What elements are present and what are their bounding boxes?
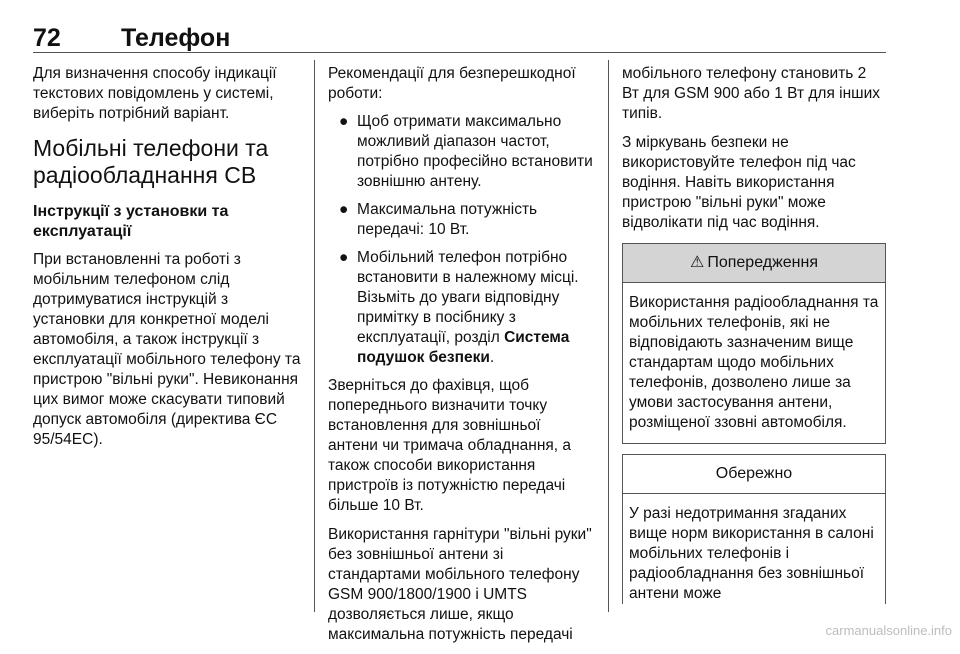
bullet-icon: ● <box>339 249 349 266</box>
list-item-text: Мобільний телефон потрібно встановити в належному місці. Візьміть до уваги відповідну примітку в посібнику з експлуатації, розділ <box>357 249 579 346</box>
caution-box <box>622 454 886 604</box>
list-item <box>328 112 594 192</box>
column-2 <box>328 64 594 654</box>
list-item-text: Щоб отримати максимально можливий діапазон частот, потрібно професійно встановити зовнішню антену. <box>357 113 593 190</box>
watermark: carmanualsonline.info <box>825 623 952 638</box>
subsection-heading: Інструкції з установки та експлуатації <box>33 203 229 240</box>
body-paragraph: При встановленні та роботі з мобільним телефоном слід дотримуватися інструкцій з установки для конкретної моделі автомобіля, а також інструкції з експлуатації мобільного телефону та пристрою "вільні руки". Невиконання цих вимог може скасувати типовий допуск автомобіля (директива ЄС 95/54ЕС). <box>33 251 301 448</box>
warning-triangle-icon: ⚠ <box>689 254 705 271</box>
list-item <box>328 248 594 368</box>
body-paragraph: З міркувань безпеки не використовуйте телефон під час водіння. Навіть використання пристрою "вільні руки" може відволікати під час водіння. <box>622 134 856 231</box>
caution-text: У разі недотримання згаданих вище норм використання в салоні мобільних телефонів і радіообладнання без зовнішньої антени може <box>629 505 874 602</box>
warning-title: Попередження <box>707 254 819 271</box>
intro-paragraph: Рекомендації для безперешкодної роботи: <box>328 65 576 102</box>
header-divider <box>33 52 886 53</box>
page-title: Телефон <box>121 24 231 52</box>
column-3 <box>622 64 886 604</box>
section-heading: Мобільні телефони та радіообладнання СВ <box>33 135 269 188</box>
list-item-text: Максимальна потужність передачі: 10 Вт. <box>357 201 538 238</box>
intro-paragraph: Для визначення способу індикації текстових повідомлень у системі, виберіть потрібний варіант. <box>33 65 277 122</box>
warning-box <box>622 243 886 444</box>
column-divider <box>608 60 609 612</box>
body-paragraph: Зверніться до фахівця, щоб попереднього визначити точку встановлення для зовнішньої антени чи тримача обладнання, а також способи використання пристроїв із потужністю передачі більше 10 Вт. <box>328 377 572 514</box>
bullet-icon: ● <box>339 201 349 218</box>
column-1 <box>33 64 303 459</box>
cross-reference-link[interactable]: Система подушок безпеки <box>357 329 570 366</box>
list-item-punctuation: . <box>489 349 495 366</box>
list-item <box>328 200 594 240</box>
recommendation-list <box>328 112 594 368</box>
page-number: 72 <box>33 24 61 52</box>
bullet-icon: ● <box>339 113 349 130</box>
body-paragraph: Використання гарнітури "вільні руки" без зовнішньої антени зі стандартами мобільного телефону GSM 900/1800/1900 і UMTS дозволяється лише, якщо максимальна потужність передачі <box>328 526 592 643</box>
caution-header <box>623 455 885 494</box>
warning-text: Використання радіообладнання та мобільних телефонів, які не відповідають зазначеним вище стандартам щодо мобільних телефонів, дозволено лише за умови застосування антени, розміщеної ззовні автомобіля. <box>629 294 879 431</box>
column-divider <box>314 60 315 612</box>
caution-title: Обережно <box>715 465 793 482</box>
body-paragraph: мобільного телефону становить 2 Вт для GSM 900 або 1 Вт для інших типів. <box>622 65 881 122</box>
warning-header <box>623 244 885 283</box>
page-header <box>33 24 885 52</box>
